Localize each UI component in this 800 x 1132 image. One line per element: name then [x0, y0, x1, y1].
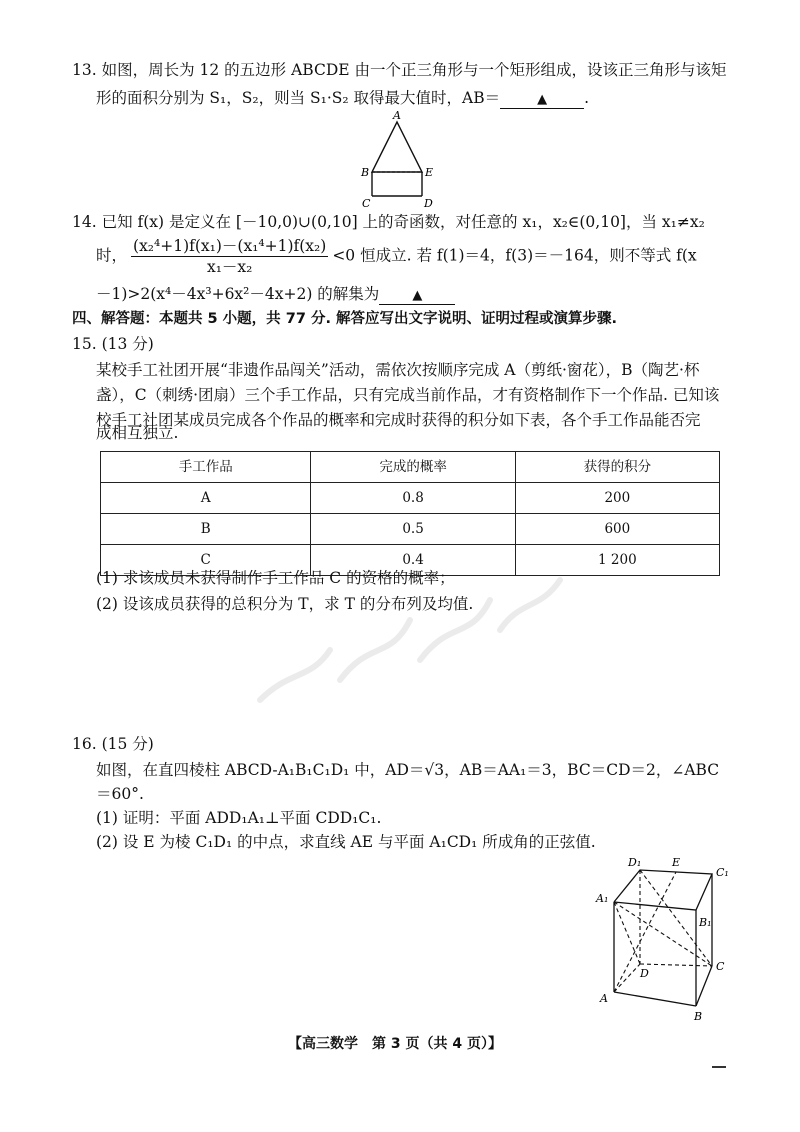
- section-4-heading: 四、解答题：本题共 5 小题，共 77 分. 解答应写出文字说明、证明过程或演算步骤.: [72, 311, 618, 327]
- answer-placeholder-icon: ▲: [537, 92, 548, 107]
- q14-line2-post: <0 恒成立. 若 f(1)＝4，f(3)＝－164，则不等式 f(x: [332, 246, 697, 265]
- table-header-cell: 获得的积分: [515, 452, 719, 483]
- q15-para-line3: 校手工社团某成员完成各个作品的概率和完成时获得的积分如下表，各个手工作品能否完: [96, 411, 701, 429]
- table-cell: 0.5: [311, 514, 515, 545]
- fig13-label-e: E: [425, 166, 434, 179]
- q13-end: .: [584, 89, 590, 107]
- fig16-label-c: C: [716, 960, 725, 973]
- fig13-label-a: A: [393, 109, 401, 122]
- q15-para-line1: 某校手工社团开展“非遗作品闯关”活动，需依次按顺序完成 A（剪纸·窗花），B（陶艺·杯: [96, 361, 700, 379]
- table-header-cell: 手工作品: [101, 452, 311, 483]
- q15-para-line2: 盏），C（刺绣·团扇）三个手工作品，只有完成当前作品，才有资格制作下一个作品. 已知该: [96, 386, 720, 404]
- q14-fraction-numerator: (x₂⁴+1)f(x₁)－(x₁⁴+1)f(x₂): [131, 236, 328, 257]
- table-cell: C: [101, 545, 311, 576]
- q13-line2: [96, 86, 756, 110]
- q16-heading: 16. (15 分): [72, 735, 154, 753]
- table-row: [101, 514, 720, 545]
- q15-para-line4: 成相互独立.: [96, 424, 179, 442]
- q13-line1: 13. 如图，周长为 12 的五边形 ABCDE 由一个正三角形与一个矩形组成，设该正三角形与该矩: [72, 61, 727, 79]
- q13-answer-blank: [500, 89, 584, 109]
- q13-line2-text: 形的面积分别为 S₁，S₂，则当 S₁·S₂ 取得最大值时，AB＝: [96, 89, 501, 107]
- q16-para-line1: 如图，在直四棱柱 ABCD-A₁B₁C₁D₁ 中，AD＝√3，AB＝AA₁＝3，BC＝CD＝2，∠ABC: [96, 761, 720, 779]
- q15-heading: 15. (13 分): [72, 335, 154, 353]
- table-header-row: [101, 452, 720, 483]
- table-cell: A: [101, 483, 311, 514]
- table-cell: 0.4: [311, 545, 515, 576]
- q16-subquestion-2: (2) 设 E 为棱 C₁D₁ 的中点，求直线 AE 与平面 A₁CD₁ 所成角的正弦值.: [96, 833, 596, 851]
- table-cell: 200: [515, 483, 719, 514]
- fig16-label-e: E: [672, 856, 681, 869]
- fig13-label-d: D: [424, 197, 433, 208]
- fig16-label-a: A: [600, 992, 608, 1005]
- table-row: [101, 483, 720, 514]
- q15-subquestion-2: (2) 设该成员获得的总积分为 T，求 T 的分布列及均值.: [96, 595, 474, 613]
- q14-answer-blank: [379, 285, 455, 305]
- divider-mark: [712, 1066, 726, 1068]
- q14-line3-text: －1)>2(x⁴－4x³+6x²－4x+2) 的解集为: [96, 285, 380, 303]
- q16-prism-figure: [592, 852, 742, 1028]
- fig16-label-d: D: [640, 967, 649, 980]
- fig16-label-d1: D₁: [628, 856, 642, 869]
- fig16-label-c1: C₁: [716, 866, 729, 879]
- fig13-label-b: B: [361, 166, 370, 179]
- fig16-label-b1: B₁: [699, 916, 712, 929]
- fig16-label-b: B: [694, 1010, 703, 1023]
- table-cell: 600: [515, 514, 719, 545]
- q16-para-line2: ＝60°.: [96, 785, 144, 803]
- table-cell: 1 200: [515, 545, 719, 576]
- table-cell: 0.8: [311, 483, 515, 514]
- table-cell: B: [101, 514, 311, 545]
- table-header-cell: 完成的概率: [311, 452, 515, 483]
- watermark-graphic: [250, 560, 570, 720]
- q14-fraction: [131, 236, 328, 277]
- q14-line1: 14. 已知 f(x) 是定义在 [－10,0)∪(0,10] 上的奇函数，对任意的 x₁，x₂∈(0,10]，当 x₁≠x₂: [72, 213, 705, 231]
- q14-line2: [96, 236, 756, 277]
- q13-figure: [352, 108, 442, 208]
- q14-line2-pre: 时，: [96, 246, 128, 265]
- q15-table: [100, 451, 720, 576]
- answer-placeholder-icon: ▲: [412, 288, 423, 303]
- fig16-label-a1: A₁: [596, 892, 609, 905]
- fig13-label-c: C: [362, 197, 371, 208]
- q14-line3: [96, 282, 756, 306]
- page-footer: 【高三数学 第 3 页（共 4 页）】: [288, 1036, 502, 1052]
- q16-subquestion-1: (1) 证明：平面 ADD₁A₁⊥平面 CDD₁C₁.: [96, 809, 382, 827]
- q15-subquestion-1: (1) 求该成员未获得制作手工作品 C 的资格的概率；: [96, 569, 455, 587]
- q14-fraction-denominator: x₁－x₂: [206, 258, 253, 277]
